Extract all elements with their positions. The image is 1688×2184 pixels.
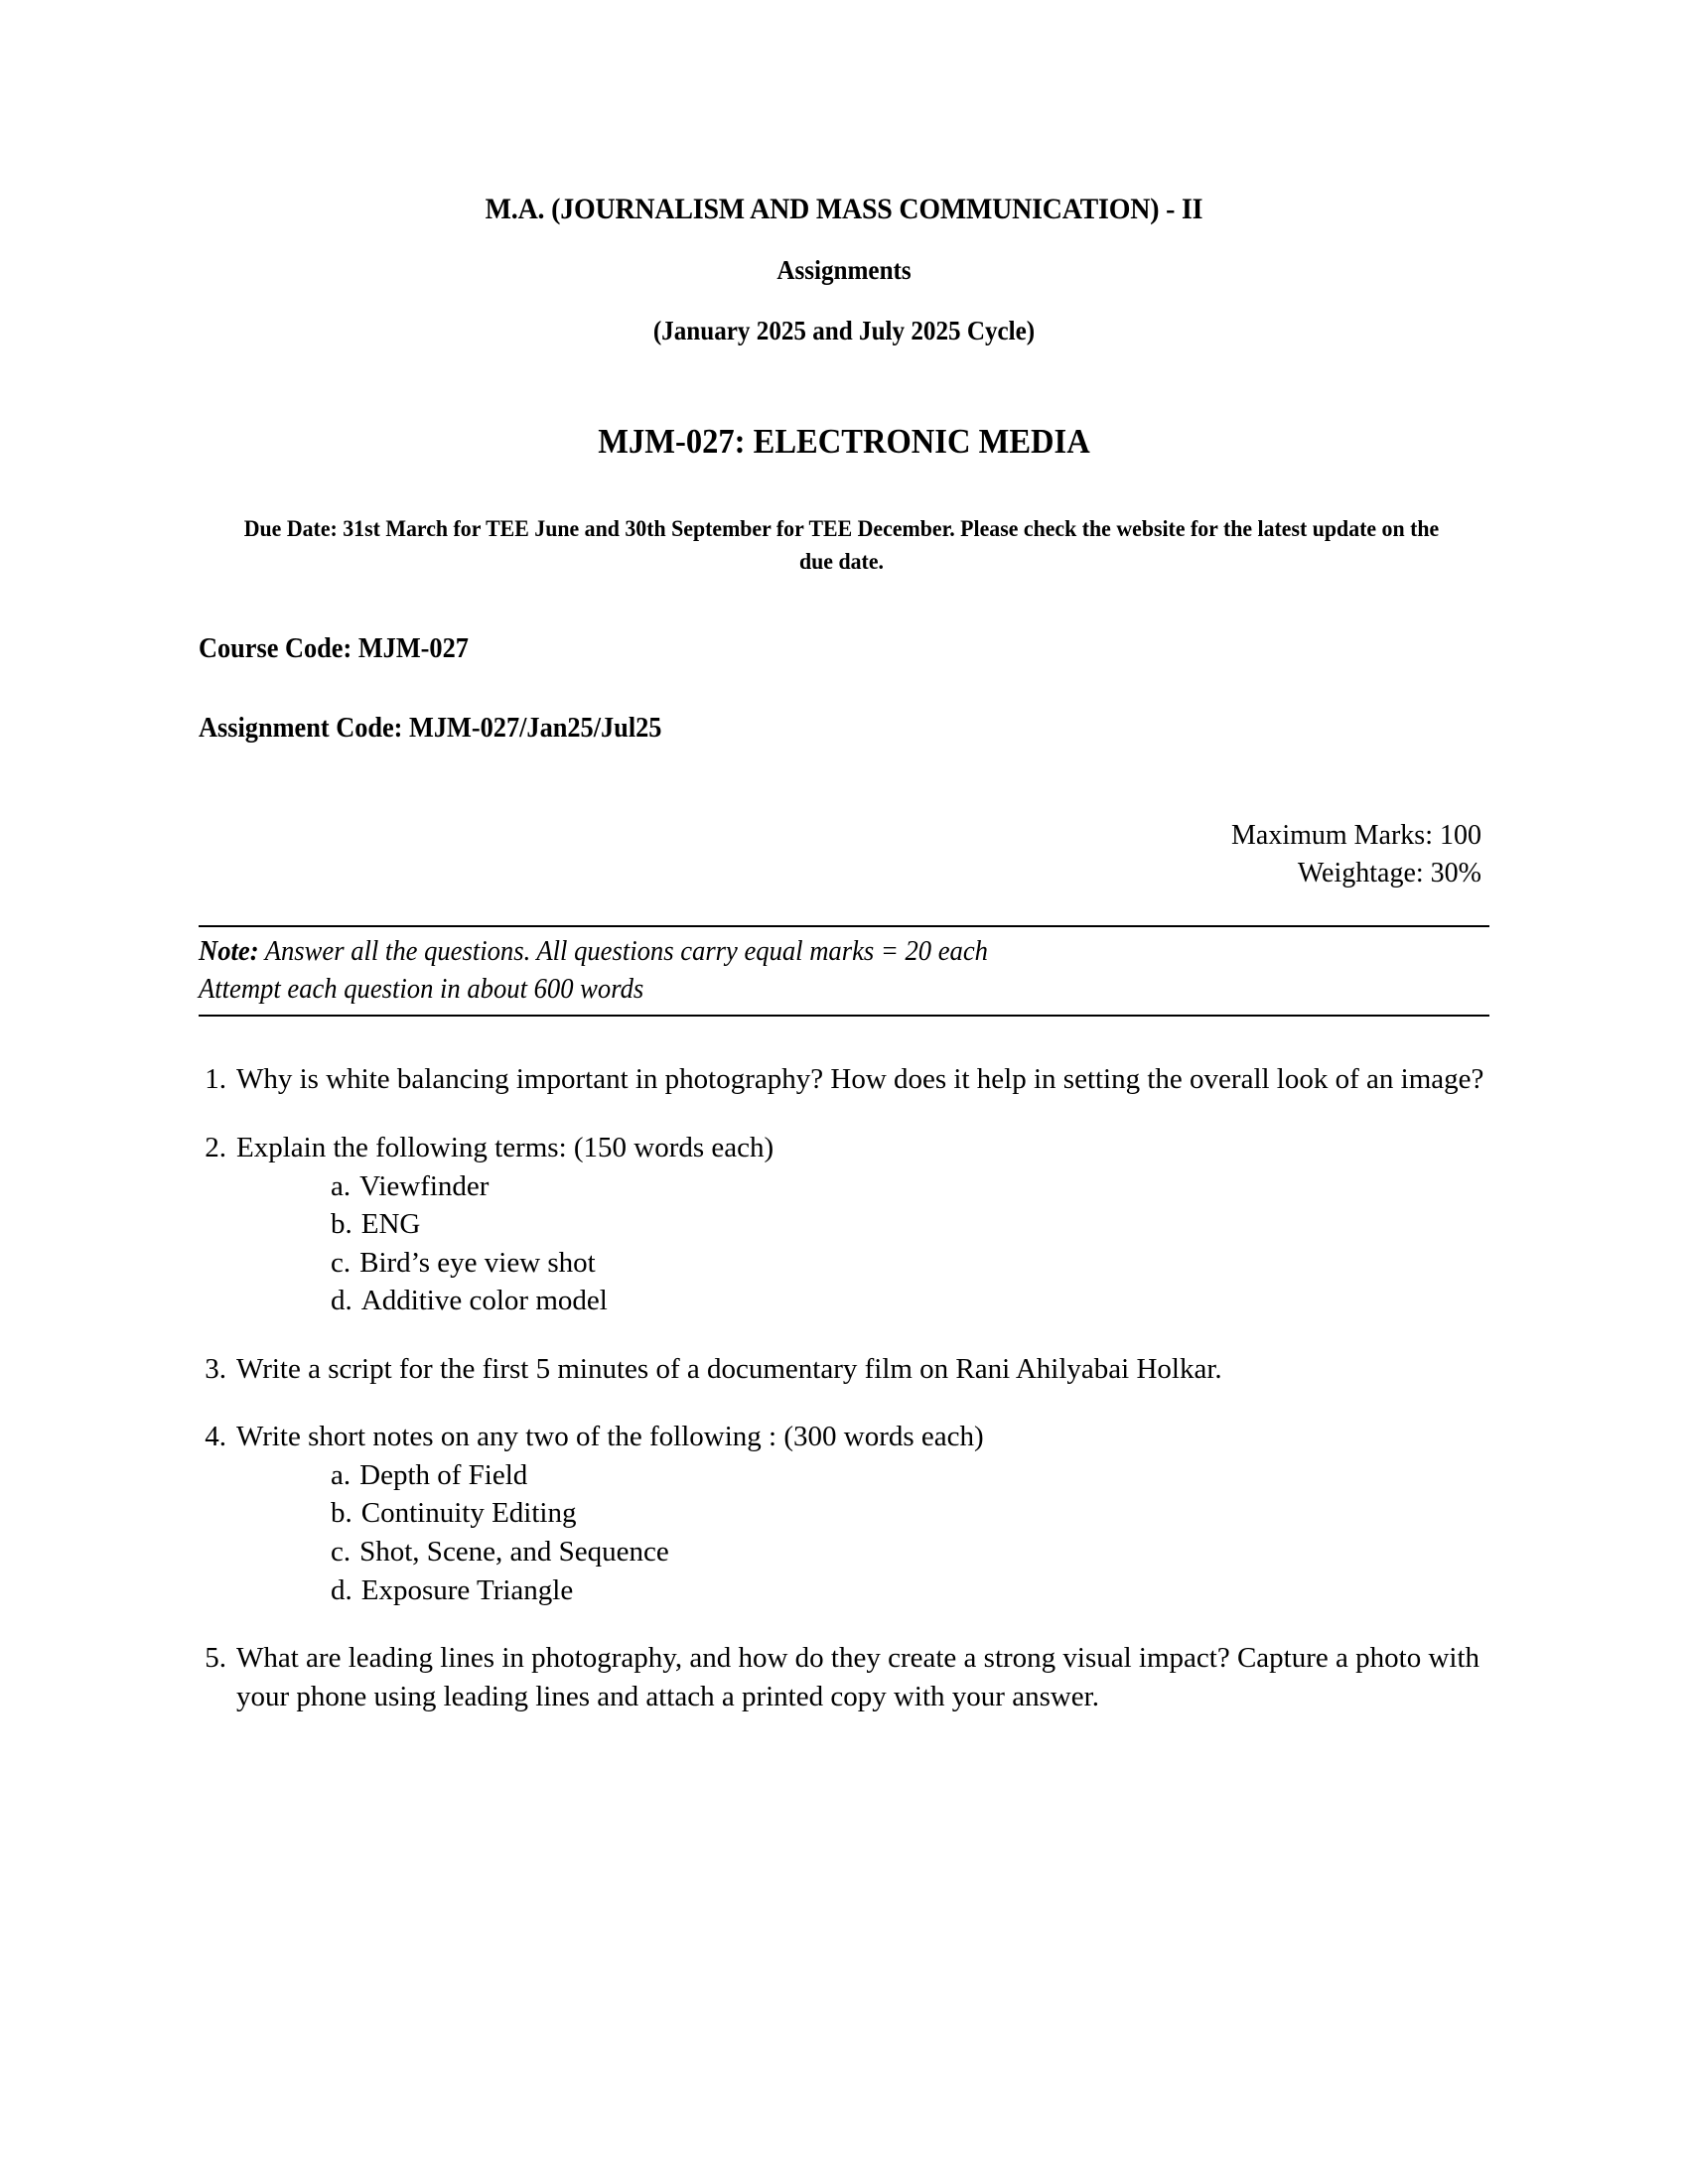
- question-text: Write short notes on any two of the following : (300 words each): [236, 1421, 984, 1453]
- assignment-cycle: (January 2025 and July 2025 Cycle): [652, 316, 1036, 345]
- question-subitems: [236, 1167, 1489, 1320]
- course-title: MJM-027: ELECTRONIC MEDIA: [598, 422, 1090, 461]
- maximum-marks: Maximum Marks: 100: [1231, 820, 1481, 852]
- note-text-1: Answer all the questions. All questions carry equal marks = 20 each: [264, 935, 988, 967]
- sub-item: [236, 1244, 1489, 1283]
- sub-item-text: Continuity Editing: [360, 1497, 577, 1530]
- sub-item-letter: b.: [331, 1208, 352, 1241]
- sub-item-letter: d.: [331, 1285, 352, 1317]
- question-number: 1.: [205, 1063, 226, 1096]
- document-content-area: [199, 0, 1489, 2184]
- question-number: 3.: [205, 1352, 226, 1385]
- note-line-2: Attempt each question in about 600 words: [199, 973, 644, 1005]
- sub-item-letter: a.: [331, 1169, 352, 1202]
- weightage: Weightage: 30%: [1297, 857, 1481, 888]
- question-number: 5.: [205, 1642, 226, 1675]
- question-text: Explain the following terms: (150 words each): [236, 1131, 774, 1163]
- question-number: 4.: [205, 1421, 226, 1453]
- sub-item-letter: a.: [331, 1458, 352, 1491]
- question-item: [199, 1418, 1489, 1609]
- sub-item-text: Shot, Scene, and Sequence: [359, 1536, 669, 1568]
- sub-item: [236, 1533, 1489, 1571]
- question-number: 2.: [205, 1131, 226, 1163]
- course-code: Course Code: MJM-027: [199, 633, 469, 665]
- questions-list: [199, 1060, 1489, 1715]
- question-item: [199, 1639, 1489, 1715]
- sub-item-letter: d.: [331, 1573, 352, 1606]
- question-item: [199, 1350, 1489, 1389]
- sub-item-text: Exposure Triangle: [360, 1573, 574, 1606]
- marks-block: [199, 743, 1489, 890]
- sub-item-text: Depth of Field: [359, 1458, 528, 1491]
- sub-item: [236, 1205, 1489, 1244]
- question-body: [236, 1060, 1489, 1099]
- programme-title: M.A. (JOURNALISM AND MASS COMMUNICATION) - II: [485, 193, 1203, 225]
- question-text: Why is white balancing important in photography? How does it help in setting the overall look of an image?: [236, 1063, 1484, 1096]
- sub-item: [236, 1571, 1489, 1610]
- question-body: [236, 1350, 1489, 1389]
- due-date-note: Due Date: 31st March for TEE June and 30th September for TEE December. Please check the website for the latest update on the due date.: [243, 516, 1440, 574]
- question-item: [199, 1060, 1489, 1099]
- document-subtitle: Assignments: [776, 255, 912, 285]
- note-section: [199, 925, 1489, 1018]
- sub-item-letter: b.: [331, 1497, 352, 1530]
- question-subitems: [236, 1456, 1489, 1609]
- sub-item: [236, 1456, 1489, 1495]
- sub-item-text: Viewfinder: [359, 1169, 490, 1202]
- sub-item-text: Additive color model: [360, 1285, 608, 1317]
- sub-item: [236, 1282, 1489, 1320]
- question-body: [236, 1639, 1489, 1715]
- question-body: [236, 1418, 1489, 1609]
- sub-item-text: Bird’s eye view shot: [359, 1246, 596, 1279]
- assignment-code: Assignment Code: MJM-027/Jan25/Jul25: [199, 713, 662, 745]
- sub-item: [236, 1494, 1489, 1533]
- sub-item-letter: c.: [331, 1246, 352, 1279]
- note-label: Note:: [199, 935, 259, 967]
- sub-item-text: ENG: [360, 1208, 421, 1241]
- question-text: What are leading lines in photography, and how do they create a strong visual impact? Capture a photo with your phone using leading lines and attach a printed copy with your answer.: [236, 1642, 1479, 1712]
- question-body: [236, 1129, 1489, 1320]
- note-line-1: [199, 933, 1425, 971]
- sub-item-letter: c.: [331, 1536, 352, 1568]
- sub-item: [236, 1167, 1489, 1206]
- question-item: [199, 1129, 1489, 1320]
- question-text: Write a script for the first 5 minutes of a documentary film on Rani Ahilyabai Holkar.: [236, 1352, 1222, 1385]
